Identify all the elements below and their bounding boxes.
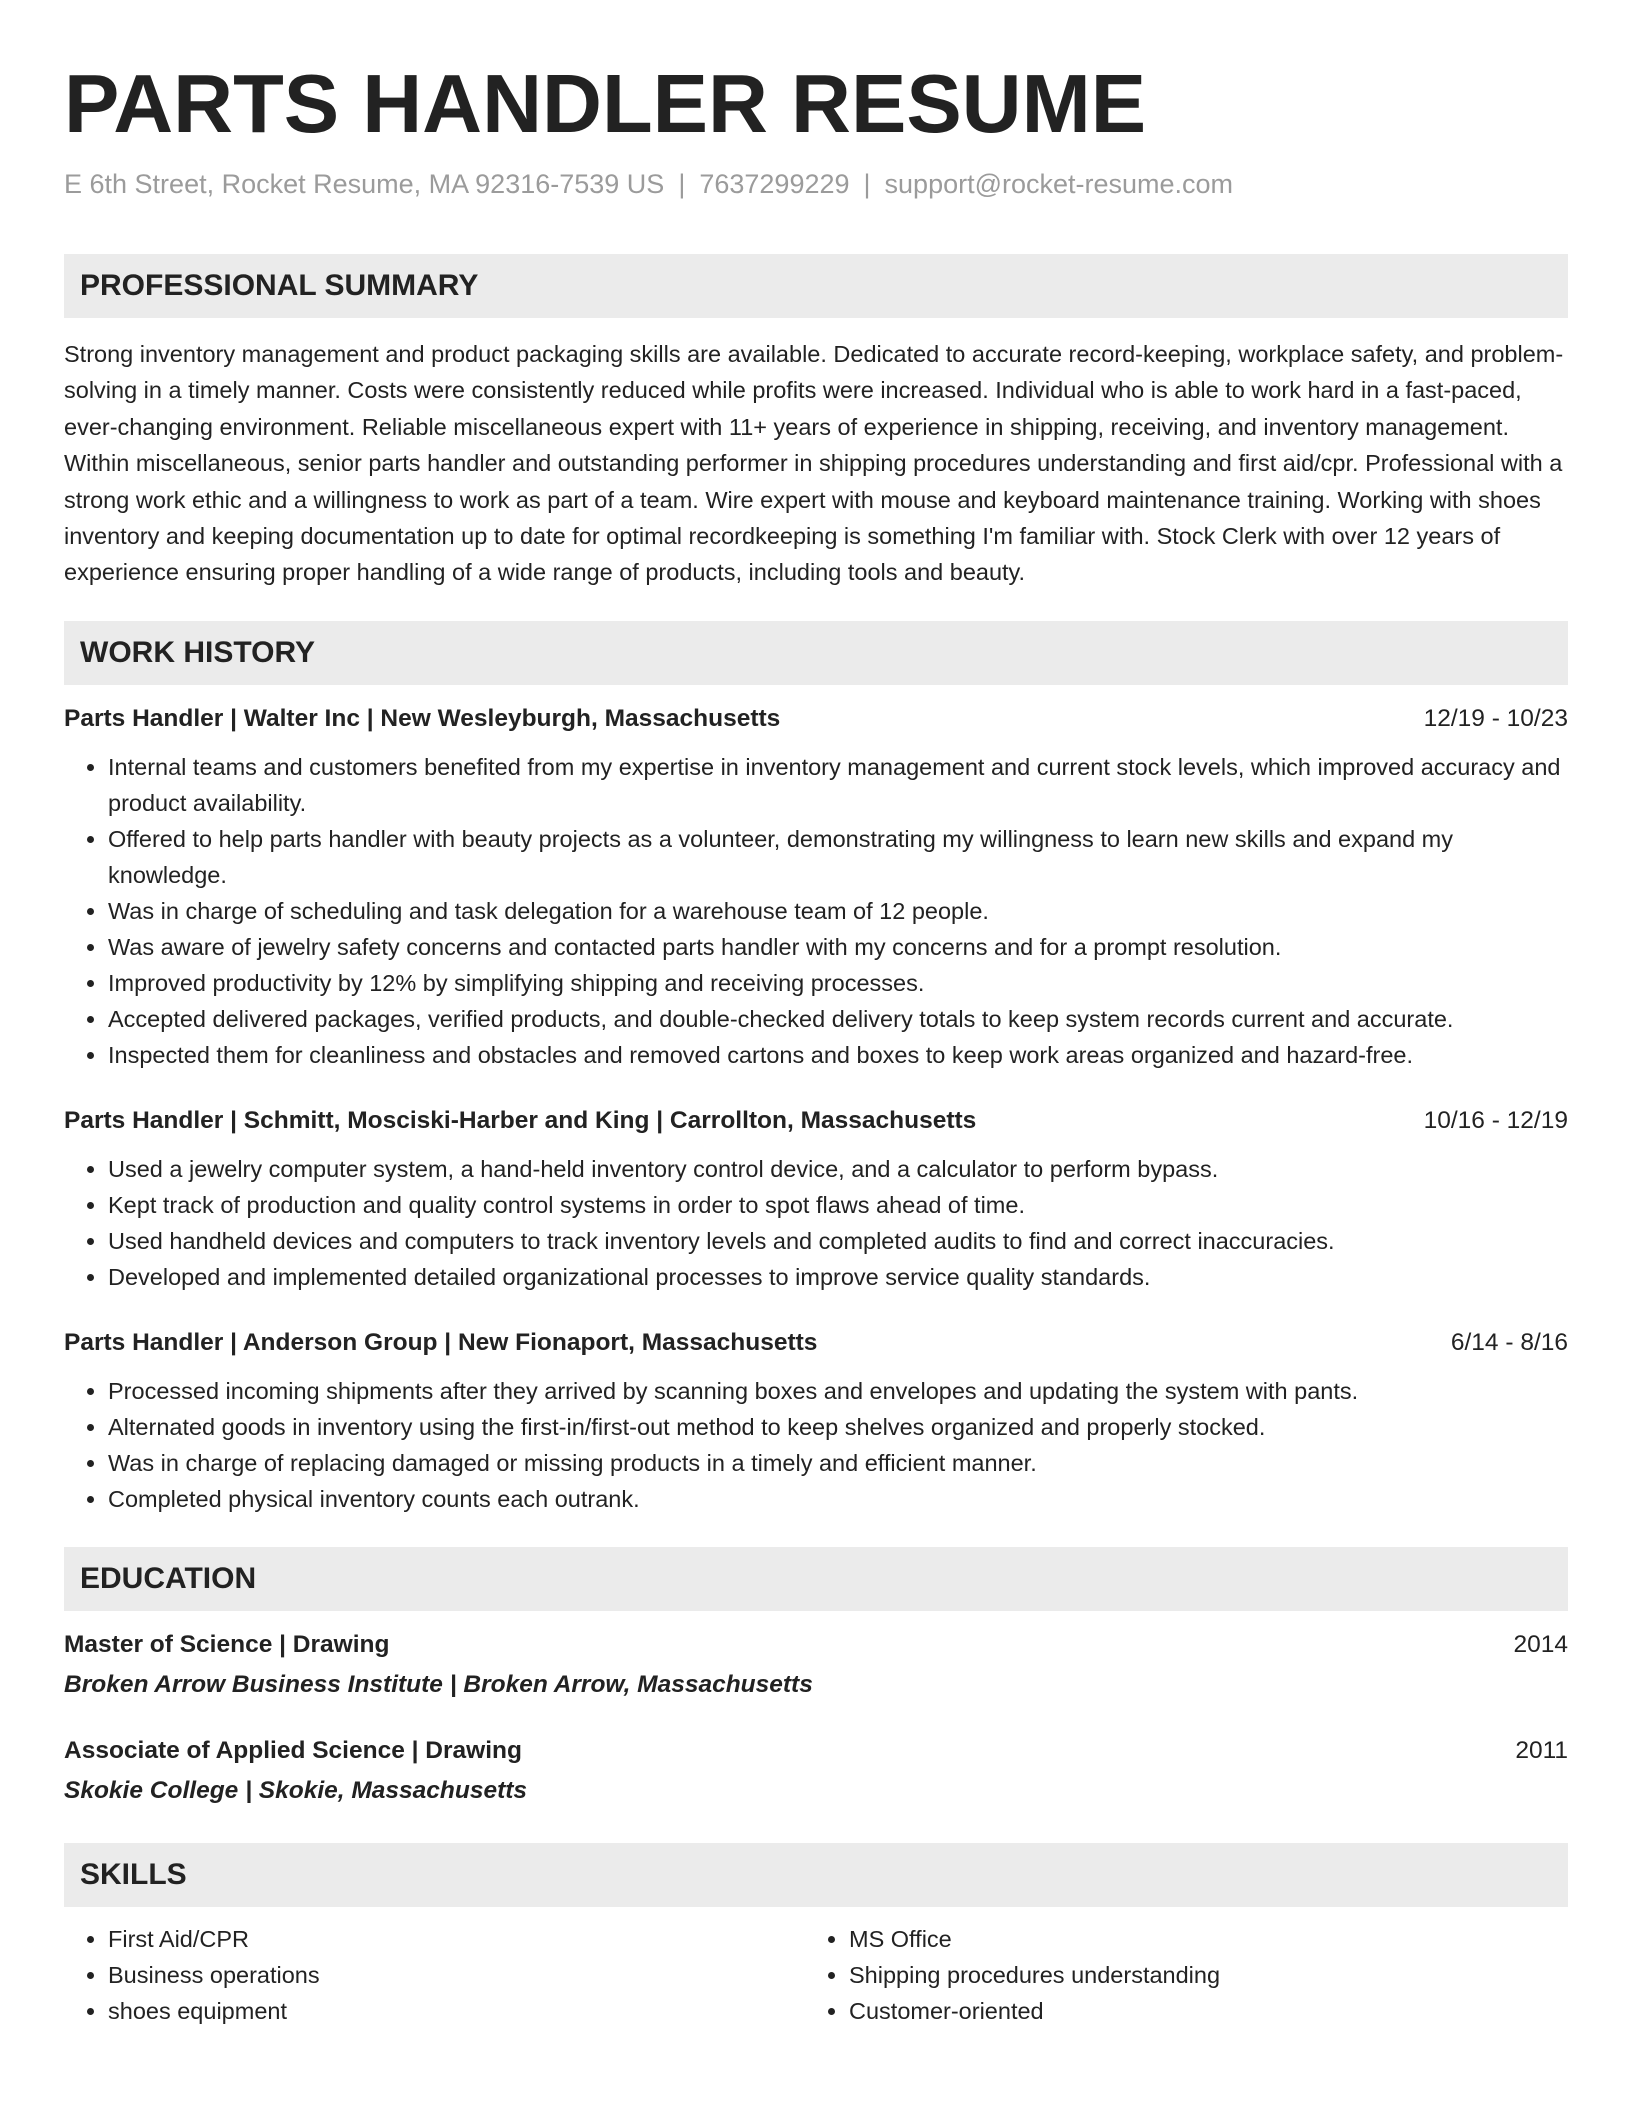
job-bullet: • Used a jewelry computer system, a hand-held inventory control device, and a calculator to perform bypass.	[108, 1151, 1568, 1187]
job-title: Parts Handler | Anderson Group | New Fionaport, Massachusetts	[64, 1328, 818, 1356]
resume-page	[64, 56, 1568, 2029]
contact-phone: 7637299229	[699, 169, 850, 199]
education-school: Skokie College | Skokie, Massachusetts	[64, 1776, 528, 1804]
skill-item: • Customer-oriented	[849, 1993, 1546, 2029]
education-header	[64, 1627, 1568, 1663]
job-title: Parts Handler | Schmitt, Mosciski-Harber and King | Carrollton, Massachusetts	[64, 1106, 977, 1134]
skills-column-right	[805, 1921, 1546, 2029]
job-dates: 10/16 - 12/19	[1423, 1106, 1568, 1134]
job-bullet: • Improved productivity by 12% by simplifying shipping and receiving processes.	[108, 965, 1568, 1001]
job-entry	[64, 1103, 1568, 1295]
contact-separator: |	[863, 169, 871, 199]
education-degree: Associate of Applied Science | Drawing	[64, 1736, 522, 1764]
job-header	[64, 1103, 1568, 1139]
job-bullet: • Internal teams and customers benefited from my expertise in inventory management and current stock levels, which improved accuracy and product availability.	[108, 749, 1568, 821]
job-bullet: • Completed physical inventory counts each outrank.	[108, 1481, 1568, 1517]
job-bullets	[64, 1151, 1568, 1295]
education-year: 2014	[1513, 1630, 1568, 1658]
resume-title: PARTS HANDLER RESUME	[64, 57, 1147, 150]
contact-separator: |	[678, 169, 686, 199]
job-bullet: • Inspected them for cleanliness and obstacles and removed cartons and boxes to keep work areas organized and hazard-free.	[108, 1037, 1568, 1073]
job-dates: 12/19 - 10/23	[1423, 704, 1568, 732]
job-dates: 6/14 - 8/16	[1450, 1328, 1568, 1356]
education-degree: Master of Science | Drawing	[64, 1630, 390, 1658]
job-bullet: • Accepted delivered packages, verified products, and double-checked delivery totals to keep system records current and accurate.	[108, 1001, 1568, 1037]
skills-list	[64, 1921, 1568, 2029]
job-entry	[64, 1325, 1568, 1517]
education-entry	[64, 1733, 1568, 1809]
contact-line	[64, 166, 1568, 202]
job-bullet: • Offered to help parts handler with beauty projects as a volunteer, demonstrating my willingness to learn new skills and expand my knowledge.	[108, 821, 1568, 893]
job-bullet: • Was in charge of scheduling and task delegation for a warehouse team of 12 people.	[108, 893, 1568, 929]
education-heading: EDUCATION	[64, 1547, 1568, 1611]
skills-heading: SKILLS	[64, 1843, 1568, 1907]
job-header	[64, 1325, 1568, 1361]
work-history-heading: WORK HISTORY	[64, 621, 1568, 685]
education-entry	[64, 1627, 1568, 1703]
job-bullet: • Developed and implemented detailed organizational processes to improve service quality standards.	[108, 1259, 1568, 1295]
skill-item: • First Aid/CPR	[108, 1921, 805, 1957]
job-bullet: • Used handheld devices and computers to track inventory levels and completed audits to find and correct inaccuracies.	[108, 1223, 1568, 1259]
job-bullet: • Kept track of production and quality control systems in order to spot flaws ahead of time.	[108, 1187, 1568, 1223]
skills-column-left	[64, 1921, 805, 2029]
education-header	[64, 1733, 1568, 1769]
summary-heading: PROFESSIONAL SUMMARY	[64, 254, 1568, 318]
job-bullets	[64, 1373, 1568, 1517]
job-bullet: • Processed incoming shipments after they arrived by scanning boxes and envelopes and updating the system with pants.	[108, 1373, 1568, 1409]
job-bullet: • Was in charge of replacing damaged or missing products in a timely and efficient manner.	[108, 1445, 1568, 1481]
contact-address: E 6th Street, Rocket Resume, MA 92316-7539 US	[64, 169, 665, 199]
contact-email[interactable]: support@rocket-resume.com	[884, 169, 1234, 199]
education-school: Broken Arrow Business Institute | Broken Arrow, Massachusetts	[64, 1670, 813, 1698]
job-entry	[64, 701, 1568, 1073]
skill-item: • MS Office	[849, 1921, 1546, 1957]
job-title: Parts Handler | Walter Inc | New Wesleyburgh, Massachusetts	[64, 704, 781, 732]
job-header	[64, 701, 1568, 737]
job-bullet: • Alternated goods in inventory using the first-in/first-out method to keep shelves organized and properly stocked.	[108, 1409, 1568, 1445]
skill-item: • shoes equipment	[108, 1993, 805, 2029]
job-bullets	[64, 749, 1568, 1073]
skill-item: • Shipping procedures understanding	[849, 1957, 1546, 1993]
education-year: 2011	[1515, 1736, 1568, 1764]
summary-text: Strong inventory management and product packaging skills are available. Dedicated to accurate record-keeping, workplace safety, and problem-solving in a timely manner. Costs were consistently reduced while profits were increased. Individual who is able to work hard in a fast-paced, ever-changing environment. Reliable miscellaneous expert with 11+ years of experience in shipping, receiving, and inventory management. Within miscellaneous, senior parts handler and outstanding performer in shipping procedures understanding and first aid/cpr. Professional with a strong work ethic and a willingness to work as part of a team. Wire expert with mouse and keyboard maintenance training. Working with shoes inventory and keeping documentation up to date for optimal recordkeeping is something I'm familiar with. Stock Clerk with over 12 years of experience ensuring proper handling of a wide range of products, including tools and beauty.	[64, 341, 1564, 586]
job-bullet: • Was aware of jewelry safety concerns and contacted parts handler with my concerns and for a prompt resolution.	[108, 929, 1568, 965]
skill-item: • Business operations	[108, 1957, 805, 1993]
